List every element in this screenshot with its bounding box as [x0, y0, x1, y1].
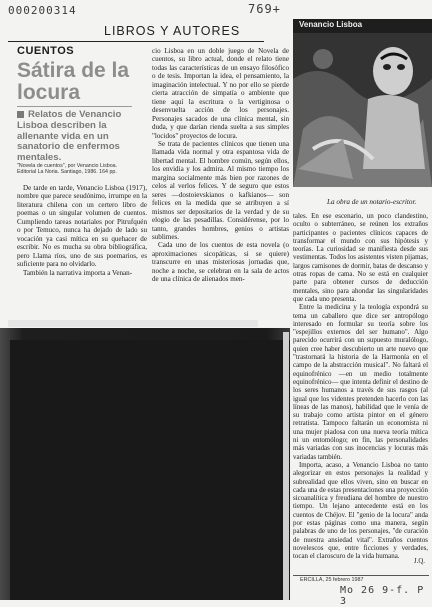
paragraph: Importa, acaso, a Venancio Lisboa no tanto alegorizar en estos personajes la realidad y subrealidad que ellos viven, sino en buscar en cada una de estas presentaciones una proyección sicoanalítica y freudiana del hombre de nuestro tiempo. Un lejano antecedente está en los cuentos de Chéjov. El "genio de la locura" anda por estas páginas como una manera, según palabras de uno de los personajes, "de curación de nuestra ansiedad vital". Extraños cuentos novelescos que, entre ficciones y verdades, tocan el claroscuro de la vida humana. — [293, 460, 428, 561]
column-1 — [17, 184, 147, 277]
header-rule — [8, 41, 264, 42]
author-photo — [293, 19, 432, 187]
kicker: CUENTOS — [17, 45, 75, 57]
paragraph: Cada uno de los cuentos de esta novela (o aproximaciones sicopáticas, si se quiere) transcurre en unas misteriosas jornadas que, noche a noche, se celebran en la sala de actos de una clínica de alienados men- — [152, 241, 289, 284]
portrait-illustration — [293, 19, 432, 187]
scan-fold — [283, 332, 289, 600]
byline: J.Q. — [414, 558, 425, 565]
bottom-handwritten-mark: Mo 26 9-f. P 3 — [340, 585, 425, 607]
footer-source: ERCILLA, 25 febrero 1987 — [300, 577, 364, 583]
scan-dark-area — [0, 328, 290, 600]
book-reference: "Novela de cuentos", por Venancio Lisboa. Editorial La Noria. Santiago, 1986. 164 pp. — [17, 163, 118, 176]
archive-code: 000200314 — [8, 4, 77, 17]
headline-rule — [17, 106, 132, 107]
headline: Sátira de la locura — [17, 59, 130, 104]
paragraph: De tarde en tarde, Venancio Lisboa (1917), nombre que parece seudónimo, irrumpe en la literatura chilena con un certero libro de poemas o un singular volumen de cuentos. Cumpliendo tareas notariales por Pitrufquén o por Temuco, nunca ha dejado de lado su vocación ya casi mítica en su quehacer de escribir. No es mucha su obra bibliográfica, pero Llama ríos, uno de sus poemarios, es suficiente para no olvidarlo. — [17, 184, 147, 269]
footer-rule — [293, 575, 429, 576]
paragraph: También la narrativa importa a Venan- — [23, 268, 133, 277]
scan-shadow — [10, 340, 290, 600]
photo-caption: La obra de un notario-escritor. — [327, 198, 417, 206]
lede-square-icon — [17, 111, 24, 118]
lede — [17, 110, 137, 164]
paragraph: tales. En ese escenario, un poco clandestino, oculto o subterráneo, se reúnen los extraños participantes o pacientes clínicos capaces de transformar el mundo con sus hipótesis y teorías. La curiosidad se manifiesta desde sus vestimentas. Todos los asistentes visten pijamas, largos camisones de dormir, batas de descanso y otras ropas de cama. No se está en cualquier parte para obtener cursos de deducción mentales, sino para ahondar las singularidades que cada uno presenta. — [293, 212, 428, 303]
catalog-mark: 769+ — [248, 2, 281, 16]
paragraph: Se trata de pacientes clínicos que tienen una llamada vida normal y otra espantosa vida de libertad mental. El hombre común, según ellos, los envidia y los admira. Al mismo tiempo los margina socialmente más bien por razones de celos al verlos felices. Y de seguro que estos seres —dostoievskianos o kafkianos— son felices en la medida que se atribuyen a sí mismos ser depositarios de la verdad y de su elogio de las pesadillas. Considérense, por lo tanto, grandes hombres, genios o artistas sublimes. — [152, 139, 289, 241]
column-2 — [152, 47, 289, 284]
column-3 — [293, 212, 428, 560]
section-title: LIBROS Y AUTORES — [104, 24, 241, 38]
paragraph: Entre la medicina y la teología expondrá su tema un caballero que dice ser antropólogo interesado en formular su teoría sobre los "espejillos externos del ser humano". Algo parecido ocurrirá con un supuesto muralólogo, quien cree haber descubierto un arte nuevo que "trastornará la historia de la Harmonía en el campo de la abstracción musical". No faltará el equinofrénico —en un medio totalmente equinofrénico— que intenta definir el destino de los seres humanos a través de sus rasgos (al igual que los videntes pretenden hacerlo con las líneas de las manos), habilidad que le venía de su trabajo como artista pintor en el género retratista. Tampoco faltarán un economista ni una mujer piadosa con una nueva teoría mítica ni un entomólogo; en fin, las personalidades más variadas con sus inocencias y locuras más variadas también. — [293, 303, 428, 461]
paragraph: cio Lisboa en un doble juego de Novela de cuentos, su libro actual, donde el relato tiene todas las características de un ensayo filosófico o de tesis. Importan la idea, el pensamiento, la imaginación intelectual. Y no por ello se pierde cierta atracción de simpatía o ambiente que tiene aquí la escritura o la vertiginosa o desenvuelta acción de los personajes. Personajes sacados de una clínica mental, sin duda, y que darían rienda suelta a sus simples "locidos" proyectos de locura. — [152, 47, 289, 140]
lede-text: Relatos de Venancio Lisboa describen la allenante vida en un sanatorio de enfermos mentales. — [17, 109, 122, 164]
photo-label: Venancio Lisboa — [299, 20, 363, 29]
scan-edge — [8, 320, 258, 327]
